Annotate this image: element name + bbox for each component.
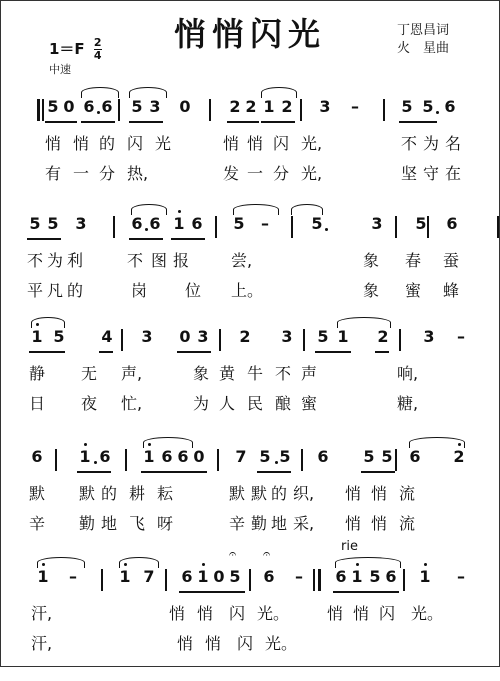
note: 6 xyxy=(161,447,173,466)
barline xyxy=(217,449,219,471)
lyric-verse-2: 一 xyxy=(247,164,264,183)
note: 6 xyxy=(149,214,161,233)
duration-underline xyxy=(171,238,205,240)
note: 5 xyxy=(53,327,65,346)
lyric-verse-2: 辛 xyxy=(29,514,46,533)
barline xyxy=(497,216,499,238)
score-system-4 xyxy=(1,441,500,561)
time-top: 2 xyxy=(93,36,102,49)
lyric-verse-1: 闪 xyxy=(273,134,290,153)
note: 5 xyxy=(422,97,434,116)
note: 6 xyxy=(409,447,421,466)
repeat-mark: rie xyxy=(341,539,358,554)
note: 5 xyxy=(259,447,271,466)
note: – xyxy=(295,567,303,586)
barline xyxy=(249,569,251,591)
lyric-verse-1: 蚕 xyxy=(443,251,460,270)
slur xyxy=(233,204,279,215)
note: 6 xyxy=(131,214,143,233)
dot-mark xyxy=(97,111,100,114)
lyric-verse-1: 的 xyxy=(271,484,288,503)
lyric-verse-1: 织, xyxy=(293,484,315,503)
lyric-verse-1: 光, xyxy=(301,134,323,153)
duration-underline xyxy=(27,238,61,240)
lyric-verse-2: 酿 xyxy=(275,394,292,413)
duration-underline xyxy=(45,121,77,123)
lyric-verse-1: 光。 xyxy=(411,604,444,623)
slur xyxy=(129,87,167,98)
dot-mark xyxy=(275,461,278,464)
note: 1 xyxy=(79,447,91,466)
octave-dot xyxy=(424,563,427,566)
note: 5 xyxy=(131,97,143,116)
note: 5 xyxy=(47,214,59,233)
lyric-verse-2: 民 xyxy=(247,394,264,413)
note: 1 xyxy=(337,327,349,346)
lyric-verse-2: 岗 xyxy=(131,281,148,300)
lyric-verse-1: 不 xyxy=(27,251,44,270)
duration-underline xyxy=(179,591,245,593)
duration-underline xyxy=(315,351,351,353)
note: 6 xyxy=(83,97,95,116)
barline xyxy=(403,569,405,591)
slur xyxy=(31,317,65,328)
note: 3 xyxy=(197,327,209,346)
lyric-verse-1: 利 xyxy=(67,251,84,270)
lyric-verse-2: 守 xyxy=(423,164,440,183)
barline xyxy=(165,569,167,591)
fermata: 𝄐 xyxy=(229,547,237,562)
barline xyxy=(399,329,401,351)
slur xyxy=(335,557,401,568)
dot-mark xyxy=(94,461,97,464)
lyric-verse-2: 位 xyxy=(185,281,202,300)
duration-underline xyxy=(129,121,163,123)
tempo-mark: 中速 xyxy=(49,63,71,76)
note: 5 xyxy=(29,214,41,233)
barline xyxy=(37,99,40,121)
lyric-verse-1: 悄 xyxy=(223,134,240,153)
duration-underline xyxy=(261,121,295,123)
note: 0 xyxy=(179,97,191,116)
lyric-verse-1: 悄 xyxy=(73,134,90,153)
note: 6 xyxy=(444,97,456,116)
key-text: 1＝F xyxy=(49,40,85,58)
note: 6 xyxy=(317,447,329,466)
lyric-verse-1: 春 xyxy=(405,251,422,270)
note: 5 xyxy=(401,97,413,116)
note: 3 xyxy=(281,327,293,346)
key-signature xyxy=(49,37,102,62)
lyric-verse-2: 闪 xyxy=(237,634,254,653)
note: 5 xyxy=(229,567,241,586)
slur xyxy=(337,317,391,328)
note: – xyxy=(69,567,77,586)
lyric-verse-1: 的 xyxy=(101,484,118,503)
note: – xyxy=(457,327,465,346)
note: 6 xyxy=(335,567,347,586)
lyric-verse-1: 静 xyxy=(29,364,46,383)
duration-underline xyxy=(333,591,399,593)
lyric-verse-1: 悄 xyxy=(247,134,264,153)
score-system-5 xyxy=(1,547,500,681)
lyric-verse-1: 为 xyxy=(47,251,64,270)
lyric-verse-2: 呀 xyxy=(157,514,174,533)
lyric-verse-1: 象 xyxy=(193,364,210,383)
duration-underline xyxy=(29,351,65,353)
duration-underline xyxy=(257,471,291,473)
lyric-verse-2: 悄 xyxy=(205,634,222,653)
dot-mark xyxy=(325,228,328,231)
lyric-verse-2: 辛 xyxy=(229,514,246,533)
duration-underline xyxy=(227,121,259,123)
lyric-verse-1: 名 xyxy=(445,134,462,153)
score-system-3 xyxy=(1,321,500,441)
lyric-verse-1: 为 xyxy=(423,134,440,153)
octave-dot xyxy=(84,443,87,446)
lyric-verse-1: 的 xyxy=(99,134,116,153)
barline xyxy=(383,99,385,121)
slur xyxy=(131,204,167,215)
barline xyxy=(42,99,44,121)
note: 0 xyxy=(193,447,205,466)
lyric-verse-2: 为 xyxy=(193,394,210,413)
lyric-verse-1: 默 xyxy=(79,484,96,503)
note: 1 xyxy=(351,567,363,586)
lyric-verse-2: 流 xyxy=(399,514,416,533)
lyric-verse-2: 分 xyxy=(273,164,290,183)
lyric-verse-1: 流 xyxy=(399,484,416,503)
note: 5 xyxy=(233,214,245,233)
note: 6 xyxy=(31,447,43,466)
lyric-verse-1: 无 xyxy=(81,364,98,383)
barline xyxy=(125,449,127,471)
lyric-verse-1: 不 xyxy=(401,134,418,153)
barline xyxy=(303,329,305,351)
lyric-verse-1: 悄 xyxy=(353,604,370,623)
note: – xyxy=(457,567,465,586)
note: 1 xyxy=(419,567,431,586)
page-title: 悄悄闪光 xyxy=(173,15,326,53)
note: 5 xyxy=(317,327,329,346)
note: 1 xyxy=(197,567,209,586)
lyric-verse-1: 响, xyxy=(397,364,419,383)
lyric-verse-1: 悄 xyxy=(345,484,362,503)
note: 3 xyxy=(149,97,161,116)
note: 3 xyxy=(371,214,383,233)
note: 1 xyxy=(143,447,155,466)
lyric-verse-2: 采, xyxy=(293,514,315,533)
lyric-verse-1: 声, xyxy=(121,364,143,383)
lyric-verse-2: 悄 xyxy=(345,514,362,533)
lyric-verse-2: 地 xyxy=(271,514,288,533)
barline xyxy=(395,216,397,238)
note: 5 xyxy=(381,447,393,466)
note: 6 xyxy=(446,214,458,233)
lyric-verse-2: 蜂 xyxy=(443,281,460,300)
barline xyxy=(215,216,217,238)
dot-mark xyxy=(436,111,439,114)
lyric-verse-2: 凡 xyxy=(47,281,64,300)
slur xyxy=(261,87,297,98)
note: 6 xyxy=(385,567,397,586)
lyric-verse-2: 平 xyxy=(27,281,44,300)
lyric-verse-2: 光。 xyxy=(265,634,298,653)
note: 6 xyxy=(191,214,203,233)
time-signature xyxy=(94,37,102,62)
duration-underline xyxy=(99,351,113,353)
lyric-verse-2: 的 xyxy=(67,281,84,300)
note: 0 xyxy=(63,97,75,116)
lyric-verse-1: 报 xyxy=(173,251,190,270)
lyric-verse-1: 声 xyxy=(301,364,318,383)
slur xyxy=(143,437,193,448)
barline xyxy=(313,569,315,591)
note: 2 xyxy=(229,97,241,116)
note: 0 xyxy=(213,567,225,586)
lyric-verse-2: 上。 xyxy=(231,281,264,300)
barline xyxy=(318,569,321,591)
lyric-verse-2: 汗, xyxy=(31,634,53,653)
lyric-verse-2: 忙, xyxy=(121,394,143,413)
lyric-verse-1: 闪 xyxy=(127,134,144,153)
note: – xyxy=(261,214,269,233)
note: – xyxy=(351,97,359,116)
duration-underline xyxy=(81,121,115,123)
lyric-verse-2: 地 xyxy=(101,514,118,533)
note: 2 xyxy=(239,327,251,346)
note: 6 xyxy=(101,97,113,116)
duration-underline xyxy=(141,471,207,473)
lyric-verse-1: 闪 xyxy=(229,604,246,623)
note: 1 xyxy=(119,567,131,586)
note: 3 xyxy=(423,327,435,346)
slur xyxy=(291,204,323,215)
barline xyxy=(300,99,302,121)
lyric-verse-2: 人 xyxy=(219,394,236,413)
duration-underline xyxy=(77,471,111,473)
lyric-verse-2: 发 xyxy=(223,164,240,183)
barline xyxy=(219,329,221,351)
lyric-verse-1: 不 xyxy=(127,251,144,270)
lyric-verse-1: 不 xyxy=(275,364,292,383)
lyric-verse-1: 尝, xyxy=(231,251,253,270)
lyric-verse-2: 坚 xyxy=(401,164,418,183)
note: 1 xyxy=(173,214,185,233)
barline xyxy=(209,99,211,121)
barline xyxy=(395,449,397,471)
barline xyxy=(113,216,115,238)
lyric-verse-2: 蜜 xyxy=(301,394,318,413)
lyric-verse-2: 象 xyxy=(363,281,380,300)
composer-credit: 火 星曲 xyxy=(397,41,450,56)
dot-mark xyxy=(145,228,148,231)
note: 5 xyxy=(311,214,323,233)
note: 2 xyxy=(281,97,293,116)
note: 7 xyxy=(235,447,247,466)
lyric-verse-1: 默 xyxy=(29,484,46,503)
lyric-verse-2: 悄 xyxy=(177,634,194,653)
barline xyxy=(291,216,293,238)
note: 5 xyxy=(47,97,59,116)
note: 3 xyxy=(141,327,153,346)
note: 2 xyxy=(245,97,257,116)
note: 1 xyxy=(37,567,49,586)
lyric-verse-2: 勤 xyxy=(79,514,96,533)
duration-underline xyxy=(177,351,211,353)
note: 0 xyxy=(179,327,191,346)
note: 4 xyxy=(101,327,113,346)
note: 6 xyxy=(181,567,193,586)
note: 5 xyxy=(415,214,427,233)
note: 1 xyxy=(31,327,43,346)
score-system-1 xyxy=(1,91,500,211)
lyric-verse-2: 在 xyxy=(445,164,462,183)
slur xyxy=(81,87,119,98)
note: 5 xyxy=(279,447,291,466)
lyricist-credit: 丁恩昌词 xyxy=(397,23,450,38)
lyric-verse-1: 悄 xyxy=(197,604,214,623)
duration-underline xyxy=(129,238,163,240)
note: 2 xyxy=(377,327,389,346)
lyric-verse-1: 牛 xyxy=(247,364,264,383)
note: 1 xyxy=(263,97,275,116)
note: 3 xyxy=(319,97,331,116)
barline xyxy=(118,99,120,121)
duration-underline xyxy=(361,471,395,473)
duration-underline xyxy=(375,351,389,353)
lyric-verse-2: 糖, xyxy=(397,394,419,413)
barline xyxy=(301,449,303,471)
lyric-verse-1: 闪 xyxy=(379,604,396,623)
lyric-verse-2: 热, xyxy=(127,164,149,183)
lyric-verse-1: 默 xyxy=(251,484,268,503)
lyric-verse-1: 悄 xyxy=(45,134,62,153)
lyric-verse-2: 有 xyxy=(45,164,62,183)
lyric-verse-1: 默 xyxy=(229,484,246,503)
lyric-verse-2: 蜜 xyxy=(405,281,422,300)
octave-dot xyxy=(202,563,205,566)
fermata: 𝄐 xyxy=(263,547,271,562)
barline xyxy=(101,569,103,591)
note: 5 xyxy=(363,447,375,466)
note: 3 xyxy=(75,214,87,233)
note: 6 xyxy=(263,567,275,586)
note: 7 xyxy=(143,567,155,586)
score-system-2 xyxy=(1,208,500,328)
lyric-verse-1: 悄 xyxy=(169,604,186,623)
lyric-verse-2: 一 xyxy=(73,164,90,183)
slur xyxy=(37,557,85,568)
note: 6 xyxy=(99,447,111,466)
barline xyxy=(55,449,57,471)
lyric-verse-2: 日 xyxy=(29,394,46,413)
lyric-verse-1: 光。 xyxy=(257,604,290,623)
lyric-verse-1: 悄 xyxy=(371,484,388,503)
lyric-verse-1: 耘 xyxy=(157,484,174,503)
lyric-verse-2: 飞 xyxy=(129,514,146,533)
lyric-verse-1: 光 xyxy=(155,134,172,153)
lyric-verse-1: 图 xyxy=(151,251,168,270)
lyric-verse-1: 黄 xyxy=(219,364,236,383)
note: 6 xyxy=(177,447,189,466)
slur xyxy=(409,437,465,448)
note: 2 xyxy=(453,447,465,466)
lyric-verse-1: 象 xyxy=(363,251,380,270)
duration-underline xyxy=(399,121,437,123)
lyric-verse-1: 汗, xyxy=(31,604,53,623)
barline xyxy=(427,216,429,238)
note: 5 xyxy=(369,567,381,586)
slur xyxy=(119,557,159,568)
lyric-verse-2: 勤 xyxy=(251,514,268,533)
lyric-verse-2: 光, xyxy=(301,164,323,183)
lyric-verse-1: 耕 xyxy=(129,484,146,503)
octave-dot xyxy=(178,210,181,213)
lyric-verse-2: 夜 xyxy=(81,394,98,413)
lyric-verse-2: 悄 xyxy=(371,514,388,533)
time-bottom: 4 xyxy=(93,49,102,62)
lyric-verse-1: 悄 xyxy=(327,604,344,623)
barline xyxy=(121,329,123,351)
lyric-verse-2: 分 xyxy=(99,164,116,183)
